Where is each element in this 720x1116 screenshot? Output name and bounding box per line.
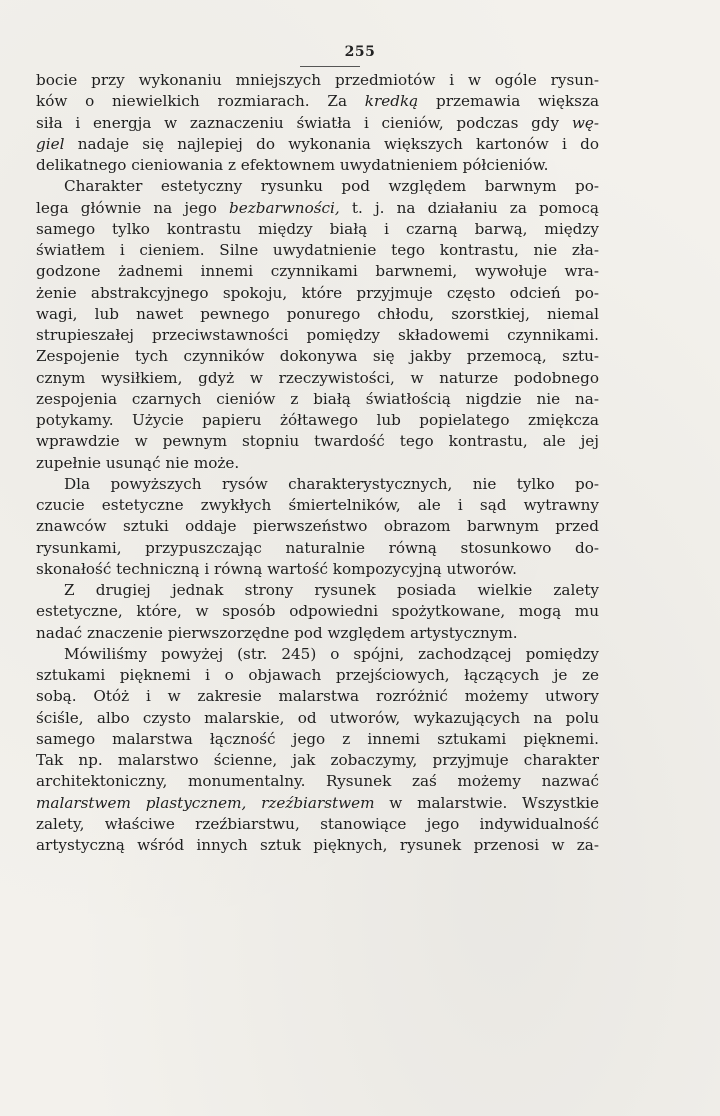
text-segment: t. j. na działaniu za pomocą (339, 198, 599, 217)
text-segment: cznym wysiłkiem, gdyż w rzeczywistości, w naturze podobnego (36, 368, 599, 387)
text-line (36, 644, 599, 665)
text-segment: znawców sztuki oddaje pierwszeństwo obrazom barwnym przed (36, 517, 599, 536)
text-line (36, 516, 599, 537)
text-line (36, 70, 599, 91)
text-line (36, 91, 599, 112)
text-segment: ściśle, albo czysto malarskie, od utworów, wykazujących na polu (36, 708, 599, 727)
italic-text: kredką (364, 92, 419, 111)
text-segment: potykamy. Użycie papieru żółtawego lub popielatego zmiękcza (36, 411, 599, 429)
text-line (36, 304, 599, 325)
text-segment: Zespojenie tych czynników dokonywa się jakby przemocą, sztu- (36, 347, 599, 366)
text-segment: estetyczne, które, w sposób odpowiedni spożytkowane, mogą mu (36, 602, 599, 621)
text-segment: przemawia większa (418, 92, 599, 111)
text-segment: Charakter estetyczny rysunku pod względem barwnym po- (64, 177, 599, 196)
text-segment: zalety, właściwe rzeźbiarstwu, stanowiące jego indywidualność (36, 814, 599, 833)
text-line (36, 283, 599, 304)
text-segment: Dla powyższych rysów charakterystycznych, nie tylko po- (64, 474, 599, 493)
text-line (36, 835, 599, 856)
text-segment: zespojenia czarnych cieniów z białą światłością nigdzie nie na- (36, 389, 599, 408)
text-segment: samego malarstwa łączność jego z innemi sztukami pięknemi. (36, 729, 599, 748)
text-segment: czucie estetyczne zwykłych śmiertelników, ale i sąd wytrawny (36, 496, 599, 514)
text-line (36, 219, 599, 240)
text-line (36, 134, 599, 155)
text-line (36, 771, 599, 792)
text-line (36, 580, 599, 601)
text-line (36, 495, 599, 516)
text-segment: Mówiliśmy powyżej (str. 245) o spójni, zachodzącej pomiędzy (64, 644, 599, 663)
text-segment: artystyczną wśród innych sztuk pięknych, rysunek przenosi w za- (36, 836, 599, 854)
text-line (36, 261, 599, 282)
page-number: 255 (344, 44, 376, 60)
text-line (36, 240, 599, 261)
text-line (36, 113, 599, 134)
text-segment: sztukami pięknemi i o objawach przejściowych, łączących je ze (36, 666, 599, 684)
text-segment: Tak np. malarstwo ścienne, jak zobaczymy, przyjmuje charakter (36, 751, 599, 769)
text-line (36, 368, 599, 389)
text-segment: ków o niewielkich rozmiarach. Za (36, 92, 365, 111)
text-line (36, 686, 599, 707)
text-segment: lega głównie na jego (36, 198, 230, 217)
text-segment: Z drugiej jednak strony rysunek posiada wielkie zalety (64, 581, 599, 599)
text-segment: bocie przy wykonaniu mniejszych przedmiotów i w ogóle rysun- (36, 71, 599, 89)
text-line (36, 814, 599, 835)
text-line (36, 538, 599, 559)
text-line (36, 729, 599, 750)
text-segment: wagi, lub nawet pewnego ponurego chłodu, szorstkiej, niemal (36, 304, 599, 323)
text-line (36, 155, 599, 176)
italic-text: bezbarwności, (229, 198, 340, 217)
text-line (36, 665, 599, 686)
text-line (36, 346, 599, 367)
text-line (36, 474, 599, 495)
text-segment: żenie abstrakcyjnego spokoju, które przyjmuje często odcień po- (36, 283, 599, 302)
text-segment: w malarstwie. Wszystkie (374, 793, 599, 812)
text-line (36, 325, 599, 346)
text-segment: nadaje się najlepiej do wykonania większych kartonów i do (64, 134, 599, 153)
text-segment: wprawdzie w pewnym stopniu twardość tego kontrastu, ale jej (36, 432, 599, 451)
text-line (36, 431, 599, 452)
text-line (36, 623, 599, 644)
text-segment: strupieszałej przeciwstawności pomiędzy składowemi czynnikami. (36, 326, 599, 344)
italic-text: giel (36, 134, 65, 153)
text-segment: godzone żadnemi innemi czynnikami barwnemi, wywołuje wra- (36, 262, 599, 281)
text-line (36, 601, 599, 622)
text-segment: siła i energja w zaznaczeniu światła i cieniów, podczas gdy (36, 113, 572, 132)
italic-text: malarstwem plastycznem, rzeźbiarstwem (36, 793, 375, 812)
text-line (36, 793, 599, 814)
italic-text: wę- (571, 113, 599, 132)
text-line (36, 389, 599, 410)
text-segment: światłem i cieniem. Silne uwydatnienie tego kontrastu, nie zła- (36, 241, 599, 259)
text-line (36, 176, 599, 197)
text-line (36, 750, 599, 771)
page-number-rule (300, 66, 360, 67)
text-segment: architektoniczny, monumentalny. Rysunek zaś możemy nazwać (36, 772, 599, 791)
text-segment: delikatnego cieniowania z efektownem uwydatnieniem półcieniów. (36, 156, 549, 174)
text-line (36, 708, 599, 729)
text-segment: nadać znaczenie pierwszorzędne pod względem artystycznym. (36, 623, 518, 642)
text-segment: sobą. Otóż i w zakresie malarstwa rozróżnić możemy utwory (36, 687, 599, 706)
text-line (36, 198, 599, 219)
text-segment: samego tylko kontrastu między białą i czarną barwą, między (36, 219, 599, 238)
text-segment: zupełnie usunąć nie może. (36, 453, 240, 472)
text-segment: skonałość techniczną i równą wartość kompozycyjną utworów. (36, 559, 517, 578)
body-text (36, 70, 599, 856)
text-line (36, 453, 599, 474)
text-line (36, 410, 599, 431)
text-line (36, 559, 599, 580)
text-segment: rysunkami, przypuszczając naturalnie równą stosunkowo do- (36, 538, 599, 557)
